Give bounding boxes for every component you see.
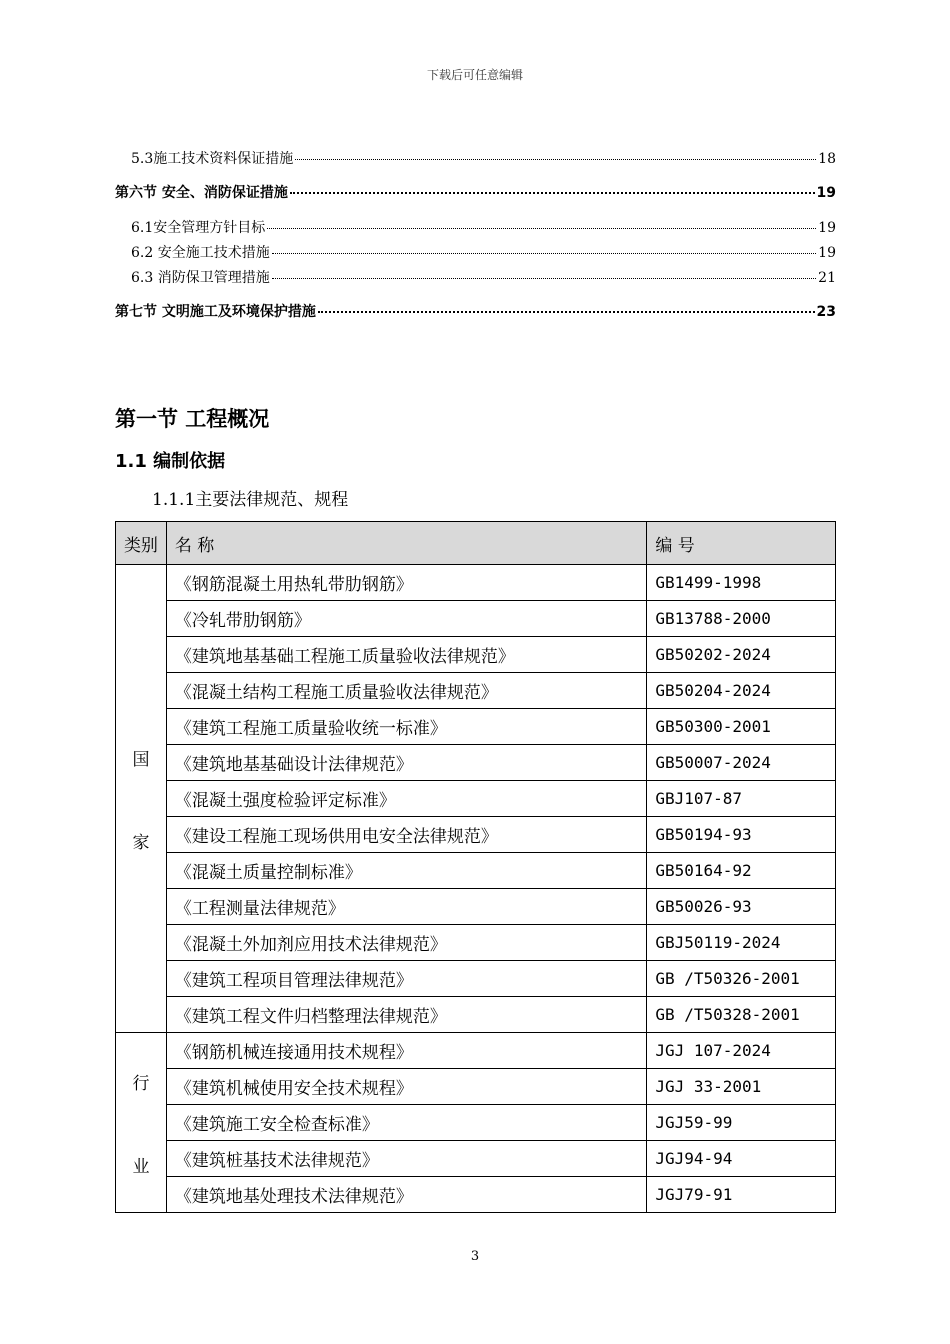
category-label [116, 745, 166, 853]
standard-name-cell: 《建设工程施工现场供用电安全法律规范》 [166, 817, 646, 853]
table-row [116, 1033, 836, 1069]
table-row [116, 961, 836, 997]
standard-name-cell: 《建筑施工安全检查标准》 [166, 1105, 646, 1141]
standard-code-cell: JGJ94-94 [647, 1141, 836, 1177]
toc-leader-dots [267, 228, 816, 229]
table-row [116, 709, 836, 745]
table-row [116, 997, 836, 1033]
table-row [116, 889, 836, 925]
standard-name-cell: 《建筑桩基技术法律规范》 [166, 1141, 646, 1177]
subsubsection-title: 1.1.1主要法律规范、规程 [152, 490, 349, 510]
standard-code-cell: GB50007-2024 [647, 745, 836, 781]
standard-code-cell: JGJ59-99 [647, 1105, 836, 1141]
standard-name-cell: 《建筑地基处理技术法律规范》 [166, 1177, 646, 1213]
table-row [116, 601, 836, 637]
toc-entry[interactable] [115, 217, 836, 237]
standard-code-cell: GB50026-93 [647, 889, 836, 925]
table-row [116, 565, 836, 601]
header-category: 类别 [116, 522, 167, 565]
standard-name-cell: 《建筑地基基础工程施工质量验收法律规范》 [166, 637, 646, 673]
standard-code-cell: GB50164-92 [647, 853, 836, 889]
toc-entry-text: 6.3 消防保卫管理措施 [131, 270, 270, 286]
toc-entry-page: 21 [818, 270, 836, 286]
standard-code-cell: GB50204-2024 [647, 673, 836, 709]
section-title: 第一节 工程概况 [115, 407, 270, 431]
standard-code-cell: GB50202-2024 [647, 637, 836, 673]
toc-entry-page: 18 [818, 151, 836, 167]
category-char: 家 [132, 832, 150, 853]
standard-code-cell: GB50194-93 [647, 817, 836, 853]
toc-entry-text: 第六节 安全、消防保证措施 [115, 185, 288, 201]
category-cell [116, 565, 167, 1033]
header-name: 名 称 [166, 522, 646, 565]
toc-entry-text: 6.1安全管理方针目标 [131, 220, 266, 236]
toc-entry[interactable] [115, 301, 836, 321]
standard-code-cell: GBJ107-87 [647, 781, 836, 817]
table-header-row [116, 522, 836, 565]
toc-entry-page: 23 [816, 304, 836, 320]
standard-name-cell: 《混凝土结构工程施工质量验收法律规范》 [166, 673, 646, 709]
standard-name-cell: 《建筑机械使用安全技术规程》 [166, 1069, 646, 1105]
table-row [116, 745, 836, 781]
toc-entry-text: 6.2 安全施工技术措施 [131, 245, 270, 261]
standard-name-cell: 《建筑工程项目管理法律规范》 [166, 961, 646, 997]
standard-code-cell: GB50300-2001 [647, 709, 836, 745]
toc-entry-page: 19 [818, 220, 836, 236]
standard-code-cell: GB /T50328-2001 [647, 997, 836, 1033]
toc-leader-dots [290, 192, 815, 194]
toc-entry-text: 5.3施工技术资料保证措施 [131, 151, 294, 167]
toc-entry-text: 第七节 文明施工及环境保护措施 [115, 304, 316, 320]
table-row [116, 637, 836, 673]
page-number: 3 [470, 1249, 480, 1264]
header-code: 编 号 [647, 522, 836, 565]
toc-entry-page: 19 [818, 245, 836, 261]
toc-leader-dots [295, 159, 816, 160]
toc-entry[interactable] [115, 182, 836, 202]
toc-entry[interactable] [115, 267, 836, 287]
standard-name-cell: 《混凝土强度检验评定标准》 [166, 781, 646, 817]
standard-code-cell: GB1499-1998 [647, 565, 836, 601]
category-char: 国 [132, 749, 150, 770]
table-row [116, 925, 836, 961]
table-row [116, 1141, 836, 1177]
standard-name-cell: 《钢筋机械连接通用技术规程》 [166, 1033, 646, 1069]
standard-code-cell: GB13788-2000 [647, 601, 836, 637]
standard-name-cell: 《建筑工程施工质量验收统一标准》 [166, 709, 646, 745]
standard-code-cell: JGJ 107-2024 [647, 1033, 836, 1069]
subsection-title: 1.1 编制依据 [115, 451, 226, 472]
header-note: 下载后可任意编辑 [426, 68, 523, 82]
category-label [116, 1069, 166, 1177]
standard-code-cell: JGJ79-91 [647, 1177, 836, 1213]
table-row [116, 781, 836, 817]
standard-name-cell: 《混凝土外加剂应用技术法律规范》 [166, 925, 646, 961]
standard-name-cell: 《冷轧带肋钢筋》 [166, 601, 646, 637]
standards-table [115, 521, 836, 1213]
standard-code-cell: JGJ 33-2001 [647, 1069, 836, 1105]
table-row [116, 1069, 836, 1105]
standard-code-cell: GB /T50326-2001 [647, 961, 836, 997]
toc-entry[interactable] [115, 242, 836, 262]
standard-name-cell: 《建筑地基基础设计法律规范》 [166, 745, 646, 781]
toc-entry[interactable] [115, 148, 836, 168]
category-char: 业 [132, 1156, 150, 1177]
table-row [116, 673, 836, 709]
category-cell [116, 1033, 167, 1213]
toc-entry-page: 19 [816, 185, 836, 201]
standard-name-cell: 《建筑工程文件归档整理法律规范》 [166, 997, 646, 1033]
table-row [116, 817, 836, 853]
category-char: 行 [132, 1073, 150, 1094]
toc-leader-dots [318, 311, 815, 313]
standard-name-cell: 《混凝土质量控制标准》 [166, 853, 646, 889]
standard-name-cell: 《钢筋混凝土用热轧带肋钢筋》 [166, 565, 646, 601]
table-row [116, 1105, 836, 1141]
standard-code-cell: GBJ50119-2024 [647, 925, 836, 961]
table-row [116, 853, 836, 889]
table-row [116, 1177, 836, 1213]
toc-leader-dots [272, 253, 816, 254]
standard-name-cell: 《工程测量法律规范》 [166, 889, 646, 925]
toc-leader-dots [272, 278, 816, 279]
